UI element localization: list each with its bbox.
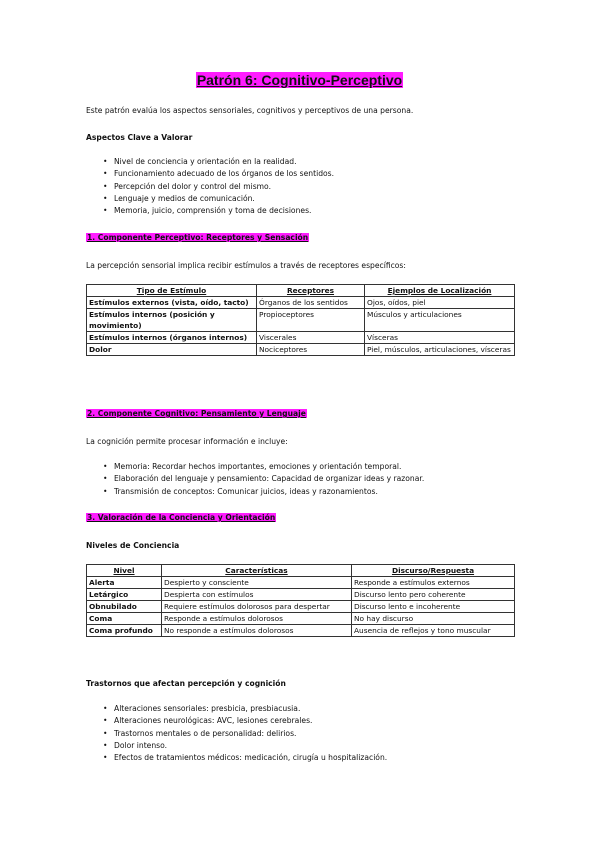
bullet-icon: • xyxy=(103,740,108,750)
bullet-icon: • xyxy=(103,753,108,763)
table-cell: Viscerales xyxy=(257,332,365,344)
list-item: • Alteraciones sensoriales: presbicia, presbiacusia. xyxy=(86,703,387,715)
column-header: Características xyxy=(162,565,352,577)
bullet-icon: • xyxy=(103,206,108,216)
section2-text: La cognición permite procesar información e incluye: xyxy=(86,437,288,446)
bullet-icon: • xyxy=(103,193,108,203)
table-cell: Vísceras xyxy=(365,332,515,344)
column-header: Receptores xyxy=(257,285,365,297)
list-item: • Memoria, juicio, comprensión y toma de decisiones. xyxy=(86,205,334,217)
table-cell: Estímulos internos (órganos internos) xyxy=(87,332,257,344)
intro-text: Este patrón evalúa los aspectos sensoriales, cognitivos y perceptivos de una persona. xyxy=(86,106,414,115)
table-cell: Obnubilado xyxy=(87,601,162,613)
list-item: • Efectos de tratamientos médicos: medicación, cirugía u hospitalización. xyxy=(86,752,387,764)
section1-heading-wrap xyxy=(86,233,309,242)
table-cell: Despierta con estímulos xyxy=(162,589,352,601)
aspectos-heading: Aspectos Clave a Valorar xyxy=(86,133,193,142)
table-cell: Estímulos externos (vista, oído, tacto) xyxy=(87,297,257,309)
table-row xyxy=(87,297,515,309)
page-title: Patrón 6: Cognitivo-Perceptivo xyxy=(196,72,403,88)
table-cell: Ausencia de reflejos y tono muscular xyxy=(352,625,515,637)
table-cell: No hay discurso xyxy=(352,613,515,625)
bullet-icon: • xyxy=(103,157,108,166)
table-cell: Músculos y articulaciones xyxy=(365,309,515,332)
table-cell: Despierto y consciente xyxy=(162,577,352,589)
table-header-row xyxy=(87,285,515,297)
section2-heading: 2. Componente Cognitivo: Pensamiento y Lenguaje xyxy=(87,409,306,418)
receptores-table xyxy=(86,284,515,356)
table-row xyxy=(87,613,515,625)
bullet-icon: • xyxy=(103,716,108,726)
table-cell: Requiere estímulos dolorosos para despertar xyxy=(162,601,352,613)
table-row xyxy=(87,601,515,613)
table-cell: Propioceptores xyxy=(257,309,365,332)
table-cell: Ojos, oídos, piel xyxy=(365,297,515,309)
table-cell: Nociceptores xyxy=(257,344,365,356)
table-cell: Responde a estímulos dolorosos xyxy=(162,613,352,625)
list-item: • Transmisión de conceptos: Comunicar juicios, ideas y razonamientos. xyxy=(86,486,424,498)
table-cell: Coma xyxy=(87,613,162,625)
section2-heading-wrap xyxy=(86,409,307,418)
column-header: Tipo de Estímulo xyxy=(87,285,257,297)
table-cell: Piel, músculos, articulaciones, vísceras xyxy=(365,344,515,356)
section3-heading-wrap xyxy=(86,513,276,522)
bullet-icon: • xyxy=(103,704,108,713)
list-item: • Funcionamiento adecuado de los órganos de los sentidos. xyxy=(86,168,334,180)
bullet-icon: • xyxy=(103,486,108,496)
list-item: • Nivel de conciencia y orientación en la realidad. xyxy=(86,156,334,168)
bullet-icon: • xyxy=(103,728,108,738)
list-item: • Alteraciones neurológicas: AVC, lesiones cerebrales. xyxy=(86,715,387,727)
list-item: • Elaboración del lenguaje y pensamiento: Capacidad de organizar ideas y razonar. xyxy=(86,473,424,485)
table-cell: Órganos de los sentidos xyxy=(257,297,365,309)
column-header: Ejemplos de Localización xyxy=(365,285,515,297)
list-item: • Lenguaje y medios de comunicación. xyxy=(86,193,334,205)
column-header: Discurso/Respuesta xyxy=(352,565,515,577)
list-item: • Trastornos mentales o de personalidad: delirios. xyxy=(86,728,387,740)
column-header: Nivel xyxy=(87,565,162,577)
page-title-wrap xyxy=(0,70,599,89)
table-row xyxy=(87,577,515,589)
bullet-icon: • xyxy=(103,181,108,191)
table-row xyxy=(87,332,515,344)
table-cell: Discurso lento e incoherente xyxy=(352,601,515,613)
section1-text: La percepción sensorial implica recibir estímulos a través de receptores específicos: xyxy=(86,261,406,270)
conciencia-table xyxy=(86,564,515,637)
trastornos-list xyxy=(86,703,387,764)
aspectos-list xyxy=(86,156,334,217)
table-row xyxy=(87,309,515,332)
table-cell: Coma profundo xyxy=(87,625,162,637)
section1-heading: 1. Componente Perceptivo: Receptores y Sensación xyxy=(87,233,309,242)
bullet-icon: • xyxy=(103,169,108,179)
table-row xyxy=(87,344,515,356)
table-row xyxy=(87,589,515,601)
table-cell: Estímulos internos (posición y movimiento) xyxy=(87,309,257,332)
table-cell: Responde a estímulos externos xyxy=(352,577,515,589)
table-cell: Dolor xyxy=(87,344,257,356)
table-cell: No responde a estímulos dolorosos xyxy=(162,625,352,637)
bullet-icon: • xyxy=(103,474,108,484)
trastornos-heading: Trastornos que afectan percepción y cognición xyxy=(86,679,286,688)
list-item: • Percepción del dolor y control del mismo. xyxy=(86,181,334,193)
table-header-row xyxy=(87,565,515,577)
table-cell: Letárgico xyxy=(87,589,162,601)
list-item: • Dolor intenso. xyxy=(86,740,387,752)
section3-heading: 3. Valoración de la Conciencia y Orientación xyxy=(87,513,276,522)
section3-subheading: Niveles de Conciencia xyxy=(86,541,180,550)
table-cell: Discurso lento pero coherente xyxy=(352,589,515,601)
section2-list xyxy=(86,461,424,498)
table-row xyxy=(87,625,515,637)
bullet-icon: • xyxy=(103,462,108,471)
list-item: • Memoria: Recordar hechos importantes, emociones y orientación temporal. xyxy=(86,461,424,473)
table-cell: Alerta xyxy=(87,577,162,589)
